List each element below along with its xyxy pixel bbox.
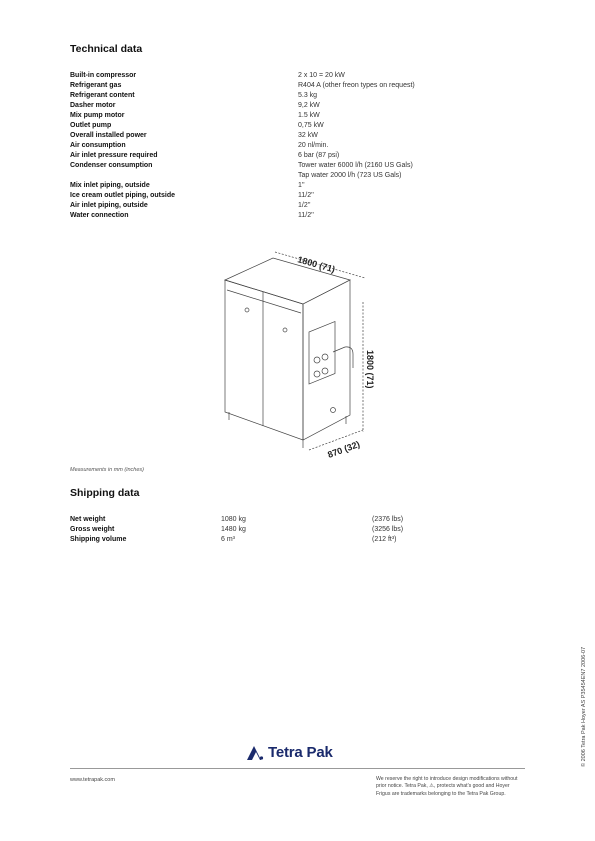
tech-row-value: 11/2'' [298, 192, 314, 199]
tech-row-value: 1/2'' [298, 202, 311, 209]
tech-row-value: 9,2 kW [298, 102, 320, 109]
front-knob-left [245, 308, 249, 312]
tech-row-value: 20 nl/min. [298, 142, 329, 149]
ship-row-imperial: (2376 lbs) [372, 516, 404, 523]
tech-row-value: 6 bar (87 psi) [298, 152, 340, 159]
gauge-1 [314, 357, 320, 363]
tech-row-label: Refrigerant gas [70, 82, 122, 89]
machine-front-face [225, 280, 303, 440]
front-knob-right [283, 328, 287, 332]
tech-row-value: Tower water 6000 l/h (2160 US Gals) [298, 162, 413, 169]
tech-row-label: Dasher motor [70, 102, 116, 109]
tech-row-value-extra: Tap water 2000 l/h (723 US Gals) [298, 172, 402, 179]
dimension-width-label: 1800 (71) [296, 254, 337, 275]
tech-row-label: Air consumption [70, 142, 126, 149]
tech-row-label: Refrigerant content [70, 92, 135, 99]
technical-data-title: Technical data [70, 43, 143, 55]
footer-url[interactable]: www.tetrapak.com [70, 777, 115, 783]
ship-row-metric: 1080 kg [221, 516, 246, 523]
dimension-depth-label: 870 (32) [326, 439, 362, 460]
ship-row-metric: 6 m³ [221, 536, 235, 543]
tech-row-label: Mix pump motor [70, 112, 125, 119]
gauge-2 [322, 354, 328, 360]
gauge-3 [314, 371, 320, 377]
tech-row-value: 0,75 kW [298, 122, 324, 129]
tech-row-value: 32 kW [298, 132, 318, 139]
ship-row-label: Shipping volume [70, 536, 127, 543]
tetra-pak-logo-text: Tetra Pak [268, 744, 333, 761]
tetra-pak-logo-icon [246, 745, 264, 761]
tech-row-value: 2 x 10 = 20 kW [298, 72, 345, 79]
footer-disclaimer-line-2: prior notice. Tetra Pak, ⚠, protects what's good and Hoyer [376, 783, 510, 790]
gauge-4 [322, 368, 328, 374]
tech-row-label: Air inlet piping, outside [70, 202, 148, 209]
control-panel [309, 321, 335, 384]
tech-row-label: Outlet pump [70, 122, 112, 129]
footer-disclaimer-line-1: We reserve the right to introduce design modifications without [376, 776, 518, 782]
tech-row-label: Built-in compressor [70, 72, 137, 79]
footer-disclaimer [376, 776, 528, 798]
tech-row-label: Water connection [70, 212, 129, 219]
ship-row-label: Gross weight [70, 526, 115, 533]
footer-rule [70, 768, 525, 769]
ship-row-metric: 1480 kg [221, 526, 246, 533]
tech-row-label: Condenser consumption [70, 162, 153, 169]
tech-row-label: Air inlet pressure required [70, 152, 158, 159]
tech-row-value: 5.3 kg [298, 92, 318, 99]
ship-row-label: Net weight [70, 516, 106, 523]
tech-row-value: 11/2'' [298, 212, 314, 219]
copyright-notice: © 2006 Tetra Pak Hoyer AS P35454EN7 2006-07 [581, 646, 587, 767]
tech-row-label: Ice cream outlet piping, outside [70, 192, 176, 199]
ship-row-imperial: (212 ft³) [372, 536, 397, 543]
shipping-data-title: Shipping data [70, 487, 140, 499]
tech-row-value: 1.5 kW [298, 112, 320, 119]
ship-row-imperial: (3256 lbs) [372, 526, 404, 533]
tech-row-value: 1'' [298, 182, 305, 189]
tech-row-value: R404 A (other freon types on request) [298, 82, 415, 89]
tech-row-label: Mix inlet piping, outside [70, 182, 150, 189]
machine-side-face [303, 280, 350, 440]
drain-outlet [331, 408, 336, 413]
tech-row-label: Overall installed power [70, 132, 147, 139]
dimension-height-label: 1800 (71) [365, 350, 375, 389]
footer-disclaimer-line-3: Frigus are trademarks belonging to the Tetra Pak Group. [376, 790, 506, 797]
machine-drawing [215, 250, 385, 470]
measurements-caption: Measurements in mm (inches) [70, 467, 144, 473]
tetra-pak-logo [246, 744, 333, 761]
